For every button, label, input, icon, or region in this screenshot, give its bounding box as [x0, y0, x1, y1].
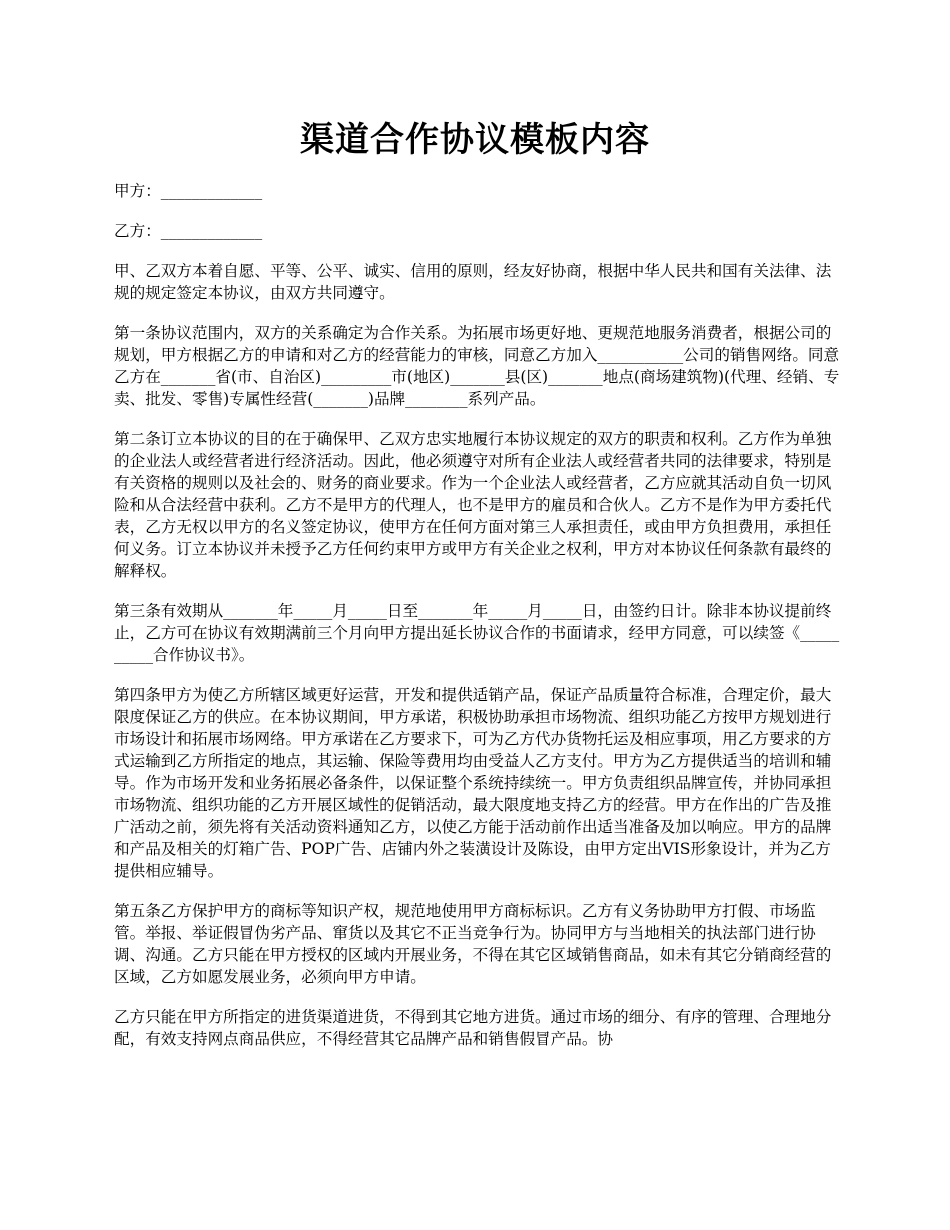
party-a-line: 甲方：_____________ [114, 182, 263, 200]
document-title: 渠道合作协议模板内容 [300, 120, 650, 160]
document-body [114, 180, 844, 1068]
article-4-paragraph: 第四条甲方为使乙方所辖区域更好运营，开发和提供适销产品，保证产品质量符合标准，合理定价，最大限度保证乙方的供应。在本协议期间，甲方承诺，积极协助承担市场物流、组织功能乙方按甲方规划进行市场设计和拓展市场网络。甲方承诺在乙方要求下，可为乙方代办货物托运及相应事项，用乙方要求的方式运输到乙方所指定的地点，其运输、保险等费用均由受益人乙方支付。甲方为乙方提供适当的培训和辅导。作为市场开发和业务拓展必备条件，以保证整个系统持续统一。甲方负责组织品牌宣传，并协同承担市场物流、组织功能的乙方开展区域性的促销活动，最大限度地支持乙方的经营。甲方在作出的广告及推广活动之前，须先将有关活动资料通知乙方，以使乙方能于活动前作出适当准备及加以响应。甲方的品牌和产品及相关的灯箱广告、POP广告、店铺内外之装潢设计及陈设，由甲方定出VIS形象设计，并为乙方提供相应辅导。 [114, 686, 832, 880]
article-2-paragraph: 第二条订立本协议的目的在于确保甲、乙双方忠实地履行本协议规定的双方的职责和权利。乙方作为单独的企业法人或经营者进行经济活动。因此，他必须遵守对所有企业法人或经营者共同的法律要求，特别是有关资格的规则以及社会的、财务的商业要求。作为一个企业法人或经营者，乙方应就其活动自负一切风险和从合法经营中获利。乙方不是甲方的代理人，也不是甲方的雇员和合伙人。乙方不是作为甲方委托代表，乙方无权以甲方的名义签定协议，使甲方在任何方面对第三人承担责任，或由甲方负担费用，承担任何义务。订立本协议并未授予乙方任何约束甲方或甲方有关企业之权利，甲方对本协议任何条款有最终的解释权。 [114, 430, 832, 580]
article-1-paragraph: 第一条协议范围内，双方的关系确定为合作关系。为拓展市场更好地、更规范地服务消费者，根据公司的规划，甲方根据乙方的申请和对乙方的经营能力的审核，同意乙方加入___________公司的销售网络。同意乙方在_______省(市、自治区)_________市(地区)_______县(区)_______地点(商场建筑物)(代理、经销、专卖、批发、零售)专属性经营(_______)品牌________系列产品。 [114, 324, 840, 408]
party-b-line: 乙方：_____________ [114, 222, 263, 240]
article-5-paragraph: 第五条乙方保护甲方的商标等知识产权，规范地使用甲方商标标识。乙方有义务协助甲方打假、市场监管。举报、举证假冒伪劣产品、窜货以及其它不正当竞争行为。协同甲方与当地相关的执法部门进行协调、沟通。乙方只能在甲方授权的区域内开展业务，不得在其它区域销售商品，如未有其它分销商经营的区域，乙方如愿发展业务，必须向甲方申请。 [114, 902, 832, 986]
supply-channel-paragraph: 乙方只能在甲方所指定的进货渠道进货，不得到其它地方进货。通过市场的细分、有序的管理、合理地分配，有效支持网点商品供应，不得经营其它品牌产品和销售假冒产品。协 [114, 1008, 832, 1048]
article-3-paragraph: 第三条有效期从_______年_____月_____日至_______年_____月_____日，由签约日计。除非本协议提前终止，乙方可在协议有效期满前三个月向甲方提出延长协议合作的书面请求，经甲方同意，可以续签《__________合作协议书》。 [114, 602, 840, 664]
preamble-paragraph: 甲、乙双方本着自愿、平等、公平、诚实、信用的原则，经友好协商，根据中华人民共和国有关法律、法规的规定签定本协议，由双方共同遵守。 [114, 262, 832, 302]
